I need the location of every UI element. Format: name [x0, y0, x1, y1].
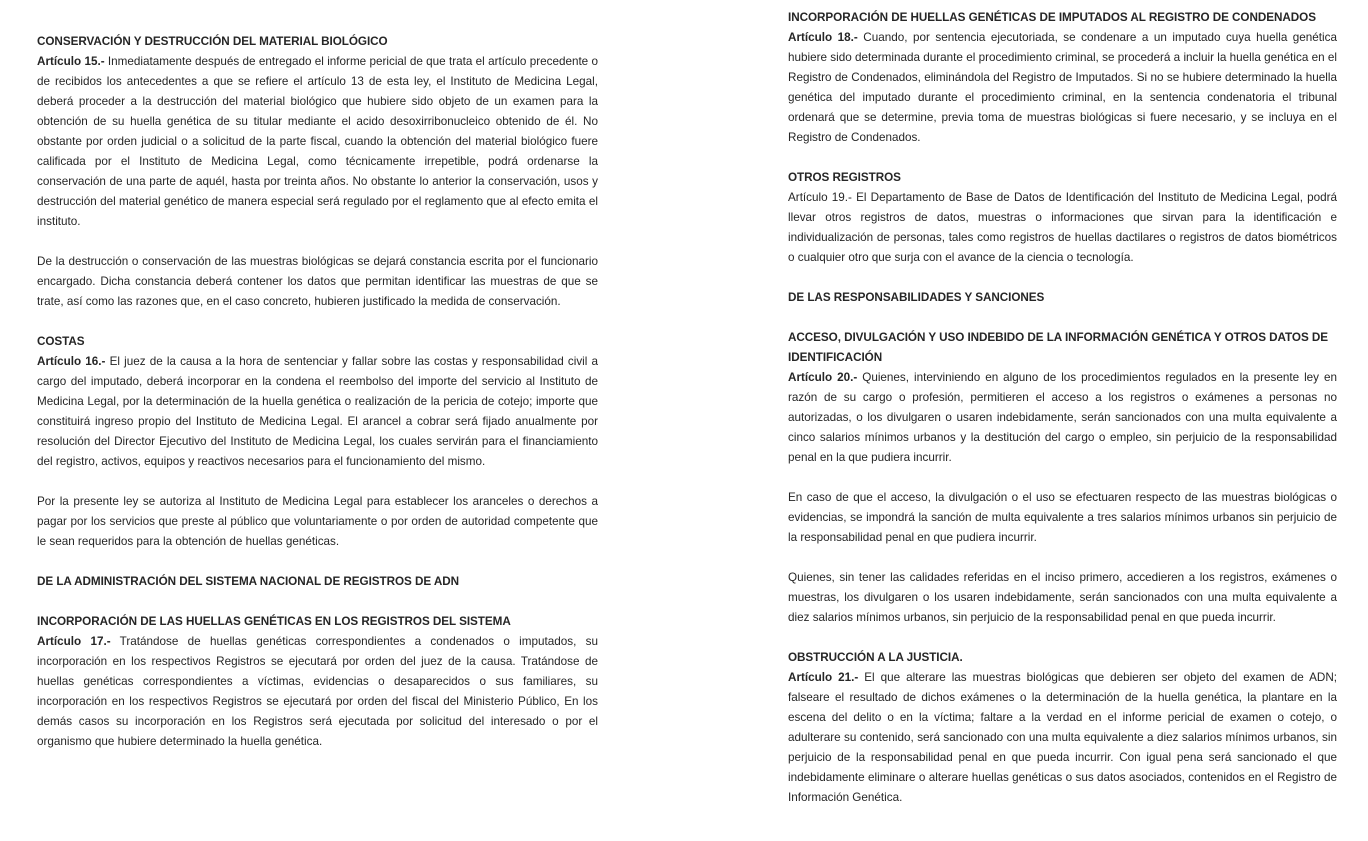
article-15	[37, 52, 598, 232]
article-21	[788, 668, 1337, 808]
article-20	[788, 368, 1337, 468]
article-21-label: Artículo 21.-	[788, 671, 859, 684]
article-16	[37, 352, 598, 472]
heading-obstruccion-justicia: OBSTRUCCIÓN A LA JUSTICIA.	[788, 651, 963, 664]
article-20-label: Artículo 20.-	[788, 371, 858, 384]
block-spacer	[37, 312, 598, 332]
article-18	[788, 28, 1337, 148]
article-16-label: Artículo 16.-	[37, 355, 106, 368]
heading-costas: COSTAS	[37, 335, 85, 348]
article-17-body: Tratándose de huellas genéticas correspondientes a condenados o imputados, su incorporación en los respectivos Registros se ejecutará por orden del juez de la causa. Tratándose de huellas genéticas correspondientes a víctimas, evidencias o desaparecidos o sus familiares, su incorporación en los respectivos Registros se ejecutará por orden del fiscal del Ministerio Público, En los demás casos su incorporación en los Registros será ejecutada por solicitud del interesado o por el organismo que hubiere determinado la huella genética.	[37, 635, 598, 748]
heading-conservacion-destruccion: CONSERVACIÓN Y DESTRUCCIÓN DEL MATERIAL BIOLÓGICO	[37, 35, 388, 48]
article-19-body: El Departamento de Base de Datos de Identificación del Instituto de Medicina Legal, podrá llevar otros registros de datos, muestras o informaciones que sirvan para la identificación e individualización de personas, tales como registros de huellas dactilares o registros de datos biométricos o cualquier otro que surja con el avance de la ciencia o tecnología.	[788, 191, 1337, 264]
heading-acceso-divulgacion: ACCESO, DIVULGACIÓN Y USO INDEBIDO DE LA INFORMACIÓN GENÉTICA Y OTROS DATOS DE IDENTIFICACIÓN	[788, 331, 1329, 364]
heading-incorporacion-imputados-condenados: INCORPORACIÓN DE HUELLAS GENÉTICAS DE IMPUTADOS AL REGISTRO DE CONDENADOS	[788, 11, 1316, 24]
paragraph-muestras-evidencias-sancion: En caso de que el acceso, la divulgación o el uso se efectuaren respecto de las muestras biológicas o evidencias, se impondrá la sanción de multa equivalente a tres salarios mínimos urbanos sin perjuicio de la responsabilidad penal en que pudiera incurrir.	[788, 491, 1337, 544]
heading-incorporacion-huellas-registros: INCORPORACIÓN DE LAS HUELLAS GENÉTICAS EN LOS REGISTROS DEL SISTEMA	[37, 615, 511, 628]
paragraph-aranceles: Por la presente ley se autoriza al Instituto de Medicina Legal para establecer los aranceles o derechos a pagar por los servicios que preste al público que voluntariamente o por orden de autoridad competente que le sean requeridos para la obtención de huellas genéticas.	[37, 495, 598, 548]
article-19	[788, 188, 1337, 268]
block-spacer	[788, 468, 1337, 488]
article-15-label: Artículo 15.-	[37, 55, 105, 68]
heading-administracion-sistema: DE LA ADMINISTRACIÓN DEL SISTEMA NACIONAL DE REGISTROS DE ADN	[37, 575, 460, 588]
right-column	[788, 0, 1368, 808]
article-18-body: Cuando, por sentencia ejecutoriada, se condenare a un imputado cuya huella genética hubiere sido determinada durante el procedimiento criminal, se procederá a incluir la huella genética en el Registro de Condenados, eliminándola del Registro de Imputados. Si no se hubiere determinado la huella genética del imputado durante el procedimiento criminal, en la sentencia condenatoria el tribunal ordenará que se determine, previa toma de muestras biológicas si fuere necesario, y se incluya en el Registro de Condenados.	[788, 31, 1337, 144]
heading-otros-registros: OTROS REGISTROS	[788, 171, 901, 184]
article-20-body: Quienes, interviniendo en alguno de los procedimientos regulados en la presente ley en razón de su cargo o profesión, permitieren el acceso a los registros o exámenes a personas no autorizadas, o los divulgaren o usaren indebidamente, serán sancionados con una multa equivalente a cinco salarios mínimos urbanos y la destitución del cargo o empleo, sin perjuicio de la responsabilidad penal en la que pudiera incurrir.	[788, 371, 1337, 464]
left-column	[0, 0, 598, 752]
article-18-label: Artículo 18.-	[788, 31, 858, 44]
paragraph-constancia-escrita: De la destrucción o conservación de las muestras biológicas se dejará constancia escrita por el funcionario encargado. Dicha constancia deberá contener los datos que permitan identificar las muestras de que se trate, así como las razones que, en el caso concreto, hubieren justificado la medida de conservación.	[37, 255, 598, 308]
article-19-label: Artículo 19.-	[788, 191, 852, 204]
block-spacer	[37, 552, 598, 572]
block-spacer	[788, 268, 1337, 288]
heading-responsabilidades-sanciones: DE LAS RESPONSABILIDADES Y SANCIONES	[788, 291, 1045, 304]
block-spacer	[788, 148, 1337, 168]
block-spacer	[788, 628, 1337, 648]
article-17-label: Artículo 17.-	[37, 635, 111, 648]
article-21-body: El que alterare las muestras biológicas que debieren ser objeto del examen de ADN; falseare el resultado de dichos exámenes o la determinación de la huella genética, la plantare en la escena del delito o en la víctima; faltare a la verdad en el informe pericial de examen o cotejo, o adulterare su contenido, será sancionado con una multa equivalente a diez salarios mínimos urbanos, sin perjuicio de la responsabilidad penal en que pueda incurrir. Con igual pena será sancionado el que indebidamente eliminare o alterare huellas genéticas o sus datos asociados, contenidos en el Registro de Información Genética.	[788, 671, 1338, 804]
block-spacer	[788, 308, 1337, 328]
block-spacer	[37, 472, 598, 492]
block-spacer	[37, 232, 598, 252]
article-15-body: Inmediatamente después de entregado el informe pericial de que trata el artículo precedente o de recibidos los antecedentes a que se refiere el artículo 13 de esta ley, el Instituto de Medicina Legal, deberá proceder a la destrucción del material biológico que hubiere sido objeto de un examen para la obtención de su huella genética de su titular mediante el acido desoxirribonucleico obtenido de él. No obstante por orden judicial o a solicitud de la parte fiscal, cuando la obtención del material biológico fuere calificada por el Instituto de Medicina Legal, como técnicamente irrepetible, podrá ordenarse la conservación de una parte de aquél, hasta por treinta años. No obstante lo anterior la conservación, usos y destrucción del material genético de manera especial será regulado por el reglamento que al efecto emita el instituto.	[37, 55, 598, 228]
article-16-body: El juez de la causa a la hora de sentenciar y fallar sobre las costas y responsabilidad civil a cargo del imputado, deberá incorporar en la condena el reembolso del importe del servicio al Instituto de Medicina Legal, por la determinación de la huella genética o realización de la pericia de cotejo; importe que constituirá ingreso propio del Instituto de Medicina Legal. El arancel a cobrar será fijado anualmente por resolución del Director Ejecutivo del Instituto de Medicina Legal, los cuales servirán para el financiamiento del registro, activos, equipos y reactivos necesarios para el funcionamiento del mismo.	[37, 355, 598, 468]
left-column-content	[37, 32, 598, 752]
block-spacer	[788, 548, 1337, 568]
paragraph-sin-calidades-referidas: Quienes, sin tener las calidades referidas en el inciso primero, accedieren a los registros, exámenes o muestras, los divulgaren o los usaren indebidamente, serán sancionados con una multa equivalente a diez salarios mínimos urbanos, sin perjuicio de la responsabilidad penal en que pueda incurrir.	[788, 571, 1337, 624]
right-column-content	[788, 8, 1337, 808]
article-17	[37, 632, 598, 752]
block-spacer	[37, 592, 598, 612]
